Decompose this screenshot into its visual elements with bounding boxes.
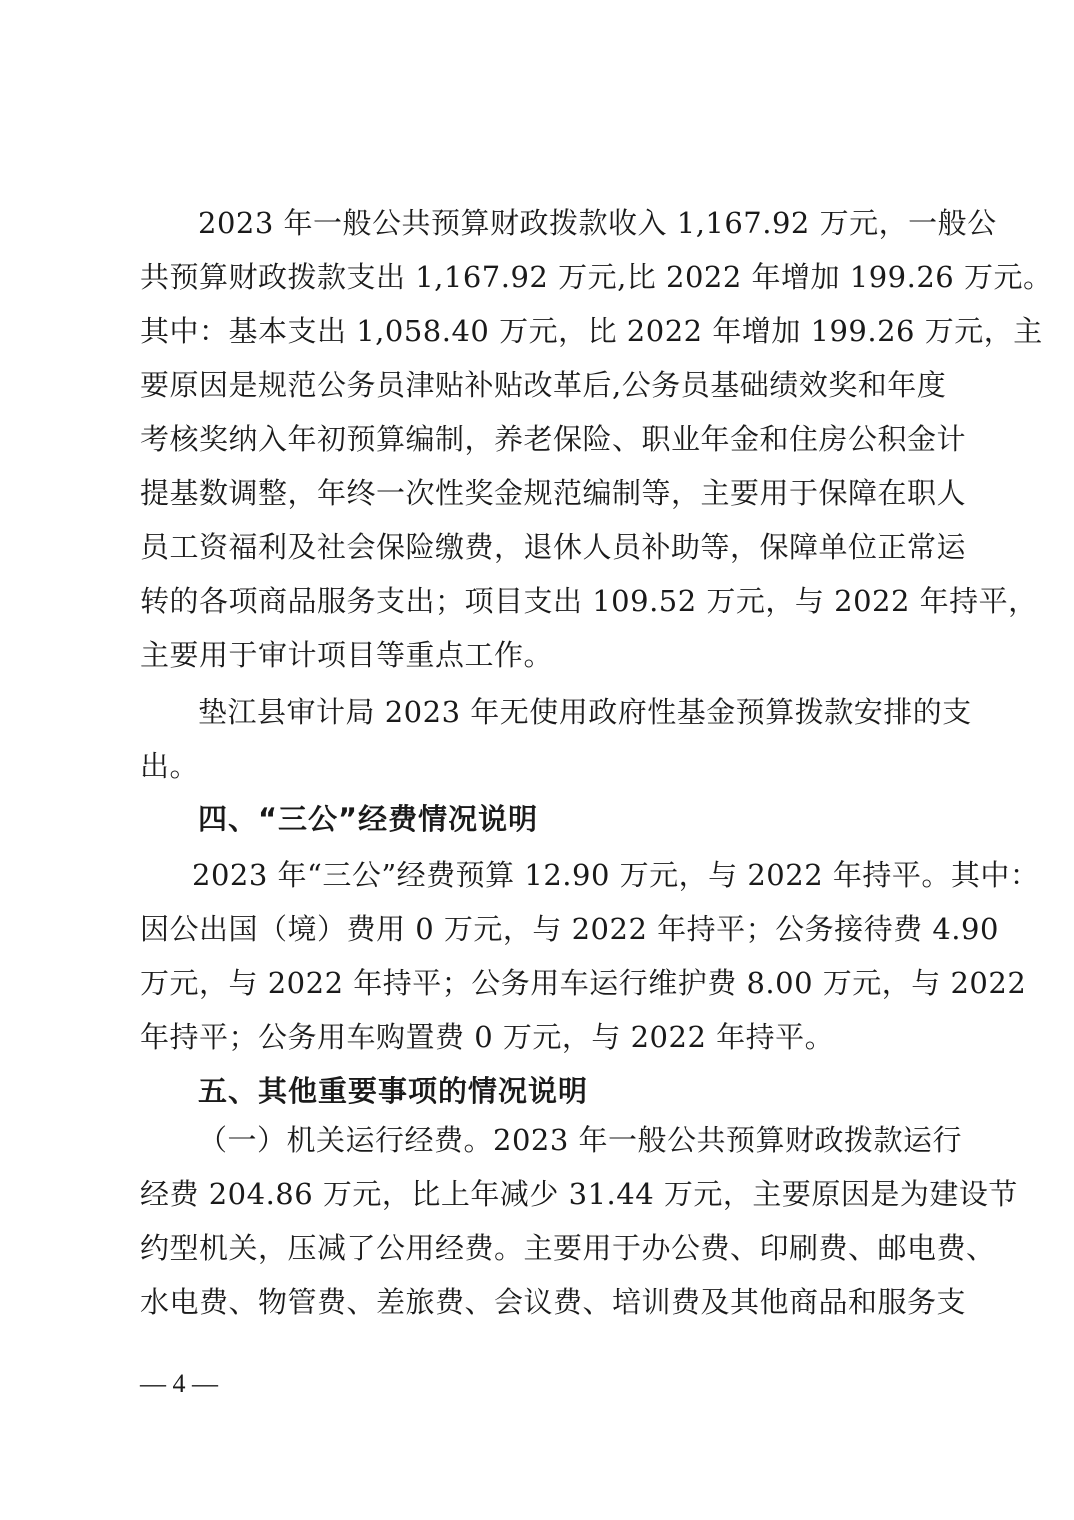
text-line: 要原因是规范公务员津贴补贴改革后,公务员基础绩效奖和年度 <box>140 368 947 402</box>
paragraph-three-public-funds <box>140 848 1040 1064</box>
text-line: 员工资福利及社会保险缴费，退休人员补助等，保障单位正常运 <box>140 530 967 564</box>
section-heading: 四、“三公”经费情况说明 <box>198 802 539 836</box>
text-line: 2023 年“三公”经费预算 12.90 万元，与 2022 年持平。其中： <box>192 858 1040 892</box>
paragraph-general-budget <box>140 196 1053 682</box>
text-line: 因公出国（境）费用 0 万元，与 2022 年持平；公务接待费 4.90 <box>140 912 999 946</box>
text-line: 出。 <box>140 749 200 783</box>
text-line: 经费 204.86 万元，比上年减少 31.44 万元，主要原因是为建设节 <box>140 1177 1018 1211</box>
text-line: （一）机关运行经费。2023 年一般公共预算财政拨款运行 <box>198 1123 963 1157</box>
text-line: 转的各项商品服务支出；项目支出 109.52 万元，与 2022 年持平， <box>140 584 1038 618</box>
text-line: 2023 年一般公共预算财政拨款收入 1,167.92 万元，一般公 <box>198 206 997 240</box>
text-line: 水电费、物管费、差旅费、会议费、培训费及其他商品和服务支 <box>140 1285 967 1319</box>
text-line: 年持平；公务用车购置费 0 万元，与 2022 年持平。 <box>140 1020 835 1054</box>
paragraph-government-fund <box>140 685 972 793</box>
text-line: 主要用于审计项目等重点工作。 <box>140 638 554 672</box>
text-line: 垫江县审计局 2023 年无使用政府性基金预算拨款安排的支 <box>198 695 972 729</box>
section-heading-three-public <box>140 792 936 846</box>
text-line: 万元，与 2022 年持平；公务用车运行维护费 8.00 万元，与 2022 <box>140 966 1027 1000</box>
text-line: 提基数调整，年终一次性奖金规范编制等，主要用于保障在职人 <box>140 476 967 510</box>
text-line: 约型机关，压减了公用经费。主要用于办公费、印刷费、邮电费、 <box>140 1231 996 1265</box>
text-line: 其中：基本支出 1,058.40 万元，比 2022 年增加 199.26 万元，主 <box>140 314 1043 348</box>
section-heading: 五、其他重要事项的情况说明 <box>198 1074 589 1108</box>
section-heading-other-matters <box>140 1064 936 1118</box>
paragraph-operating-expenses <box>140 1113 1018 1329</box>
text-line: 考核奖纳入年初预算编制，养老保险、职业年金和住房公积金计 <box>140 422 967 456</box>
page-number: — 4 — <box>140 1369 218 1398</box>
text-line: 共预算财政拨款支出 1,167.92 万元,比 2022 年增加 199.26 万元。 <box>140 260 1053 294</box>
